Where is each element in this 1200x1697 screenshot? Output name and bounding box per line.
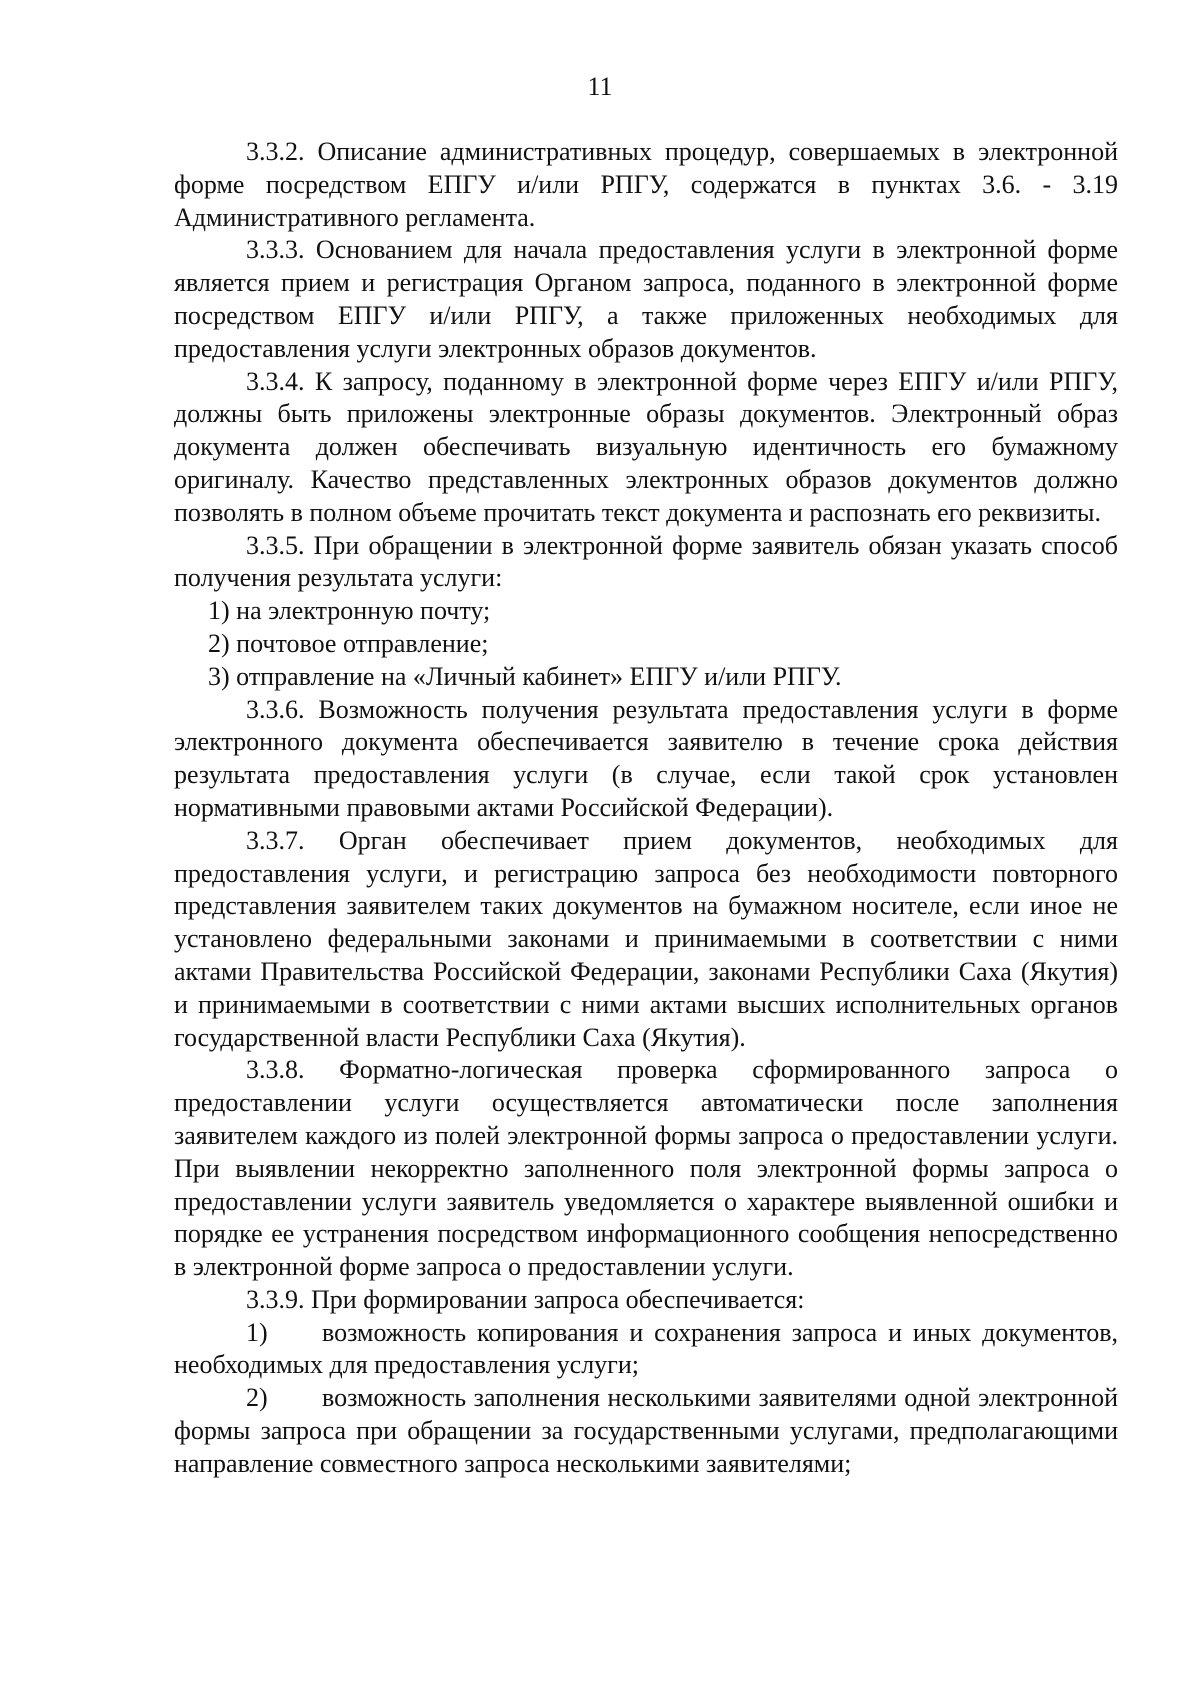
list-item-number: 2)	[246, 1383, 268, 1413]
list-item-joint-filling	[174, 1382, 1118, 1480]
list-item-personal-cabinet: 3) отправление на «Личный кабинет» ЕПГУ и/или РПГУ.	[208, 661, 842, 691]
list-item-email: 1) на электронную почту;	[208, 596, 491, 626]
list-item-text: возможность заполнения несколькими заявителями одной электронной формы запроса при обращении за государственными услугами, предполагающими направление совместного запроса несколькими заявителями;	[174, 1383, 1118, 1478]
list-item-number: 1)	[246, 1317, 268, 1347]
list-item-text: возможность копирования и сохранения запроса и иных документов, необходимых для предоставления услуги;	[174, 1317, 1118, 1380]
paragraph-3-3-8: 3.3.8. Форматно-логическая проверка сформированного запроса о предоставлении услуги осуществляется автоматически после заполнения заявителем каждого из полей электронной формы запроса о предоставлении услуги. При выявлении некорректно заполненного поля электронной формы запроса о предоставлении услуги заявитель уведомляется о характере выявленной ошибки и порядке ее устранения посредством информационного сообщения непосредственно в электронной форме запроса о предоставлении услуги.	[174, 1055, 1118, 1282]
paragraph-3-3-4: 3.3.4. К запросу, поданному в электронной форме через ЕПГУ и/или РПГУ, должны быть приложены электронные образы документов. Электронный образ документа должен обеспечивать визуальную идентичность его бумажному оригиналу. Качество представленных электронных образов документов должно позволять в полном объеме прочитать текст документа и распознать его реквизиты.	[174, 366, 1118, 527]
page-number: 11	[587, 72, 613, 101]
paragraph-3-3-3: 3.3.3. Основанием для начала предоставления услуги в электронной форме является прием и регистрация Органом запроса, поданного в электронной форме посредством ЕПГУ и/или РПГУ, а также приложенных необходимых для предоставления услуги электронных образов документов.	[174, 235, 1118, 363]
list-item-postal: 2) почтовое отправление;	[208, 628, 489, 658]
paragraph-3-3-6: 3.3.6. Возможность получения результата предоставления услуги в форме электронного документа обеспечивается заявителю в течение срока действия результата предоставления услуги (в случае, если такой срок установлен нормативными правовыми актами Российской Федерации).	[174, 694, 1118, 822]
paragraph-3-3-7: 3.3.7. Орган обеспечивает прием документов, необходимых для предоставления услуги, и регистрацию запроса без необходимости повторного представления заявителем таких документов на бумажном носителе, если иное не установлено федеральными законами и принимаемыми в соответствии с ними актами Правительства Российской Федерации, законами Республики Саха (Якутия) и принимаемыми в соответствии с ними актами высших исполнительных органов государственной власти Республики Саха (Якутия).	[174, 825, 1118, 1052]
paragraph-3-3-9: 3.3.9. При формировании запроса обеспечивается:	[246, 1284, 805, 1314]
document-body	[174, 136, 1118, 1481]
paragraph-3-3-2: 3.3.2. Описание административных процедур, совершаемых в электронной форме посредством ЕПГУ и/или РПГУ, содержатся в пунктах 3.6. - 3.19 Административного регламента.	[174, 137, 1118, 232]
paragraph-3-3-5: 3.3.5. При обращении в электронной форме заявитель обязан указать способ получения результата услуги:	[174, 530, 1118, 593]
list-item-copy-save	[174, 1317, 1118, 1383]
